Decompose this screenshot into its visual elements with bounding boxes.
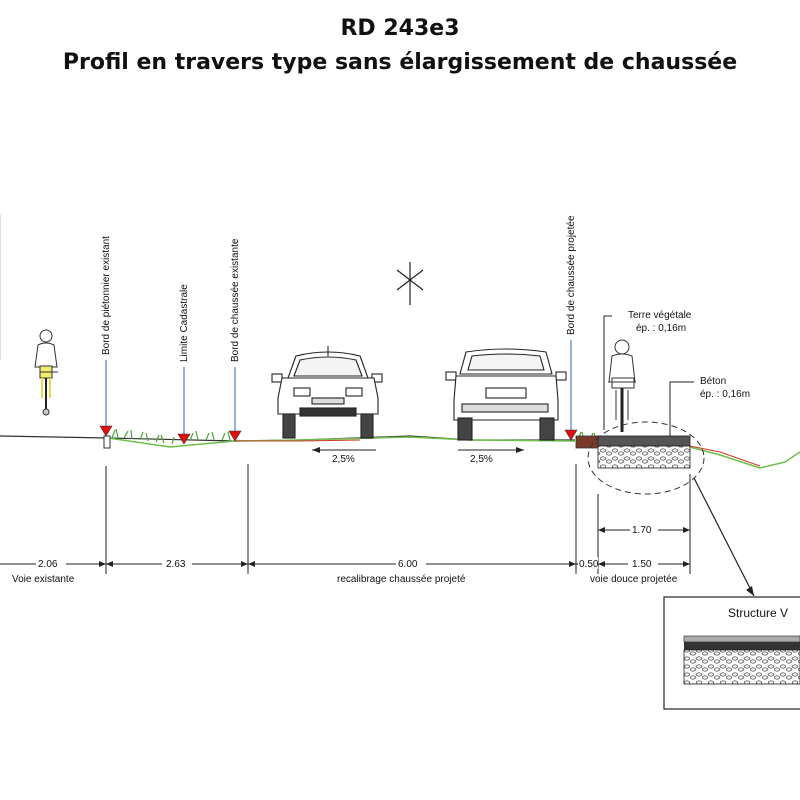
marker-bord-pietonnier xyxy=(100,236,112,436)
svg-text:Limite Cadastrale: Limite Cadastrale xyxy=(179,284,190,362)
marker-bord-chaussee-projetee xyxy=(565,215,577,440)
pedestrian-border-post xyxy=(104,436,110,448)
label-recalibrage: recalibrage chaussée projeté xyxy=(337,574,466,585)
svg-text:2.63: 2.63 xyxy=(166,559,186,570)
svg-text:Structure V: Structure V xyxy=(728,606,789,620)
svg-text:Bord de piétonnier existant: Bord de piétonnier existant xyxy=(101,236,112,355)
car-front-icon xyxy=(272,346,382,438)
marker-bord-chaussee-existante xyxy=(229,238,241,441)
svg-text:2,5%: 2,5% xyxy=(332,454,355,465)
svg-text:1.70: 1.70 xyxy=(632,525,652,536)
structure-detail-box xyxy=(664,597,800,709)
svg-text:Bord de chaussée projetée: Bord de chaussée projetée xyxy=(566,215,577,335)
label-voie-existante: Voie existante xyxy=(12,574,75,585)
structure-leader-line xyxy=(694,478,754,596)
svg-text:Bord de chaussée existante: Bord de chaussée existante xyxy=(230,238,241,362)
voie-douce-structure xyxy=(576,422,704,494)
svg-text:0.50: 0.50 xyxy=(579,559,599,570)
slope-arrow-right xyxy=(458,447,524,465)
beton-layer xyxy=(598,436,690,446)
marker-limite-cadastrale xyxy=(178,284,190,444)
svg-text:Béton: Béton xyxy=(700,376,727,387)
svg-text:ép. : 0,16m: ép. : 0,16m xyxy=(636,323,687,334)
svg-text:ép. : 0,16m: ép. : 0,16m xyxy=(700,389,751,400)
dimension-line-170 xyxy=(598,523,690,536)
gravel-layer xyxy=(598,446,690,468)
diagram-title: RD 243e3 xyxy=(340,16,460,41)
slope-arrow-left xyxy=(312,447,376,465)
annotation-beton xyxy=(670,376,750,436)
svg-text:Terre végétale: Terre végétale xyxy=(628,310,692,321)
svg-text:6.00: 6.00 xyxy=(398,559,418,570)
car-rear-icon xyxy=(446,349,566,440)
svg-text:2.06: 2.06 xyxy=(38,559,58,570)
svg-text:1.50: 1.50 xyxy=(632,559,652,570)
label-voie-douce: voie douce projetée xyxy=(590,574,678,585)
dimension-line-main xyxy=(0,557,690,570)
diagram-subtitle: Profil en travers type sans élargissement de chaussée xyxy=(62,50,738,75)
axis-symbol-icon xyxy=(397,262,423,305)
cyclist-right-icon xyxy=(608,340,636,432)
cyclist-left-icon xyxy=(35,330,58,415)
svg-text:2,5%: 2,5% xyxy=(470,454,493,465)
